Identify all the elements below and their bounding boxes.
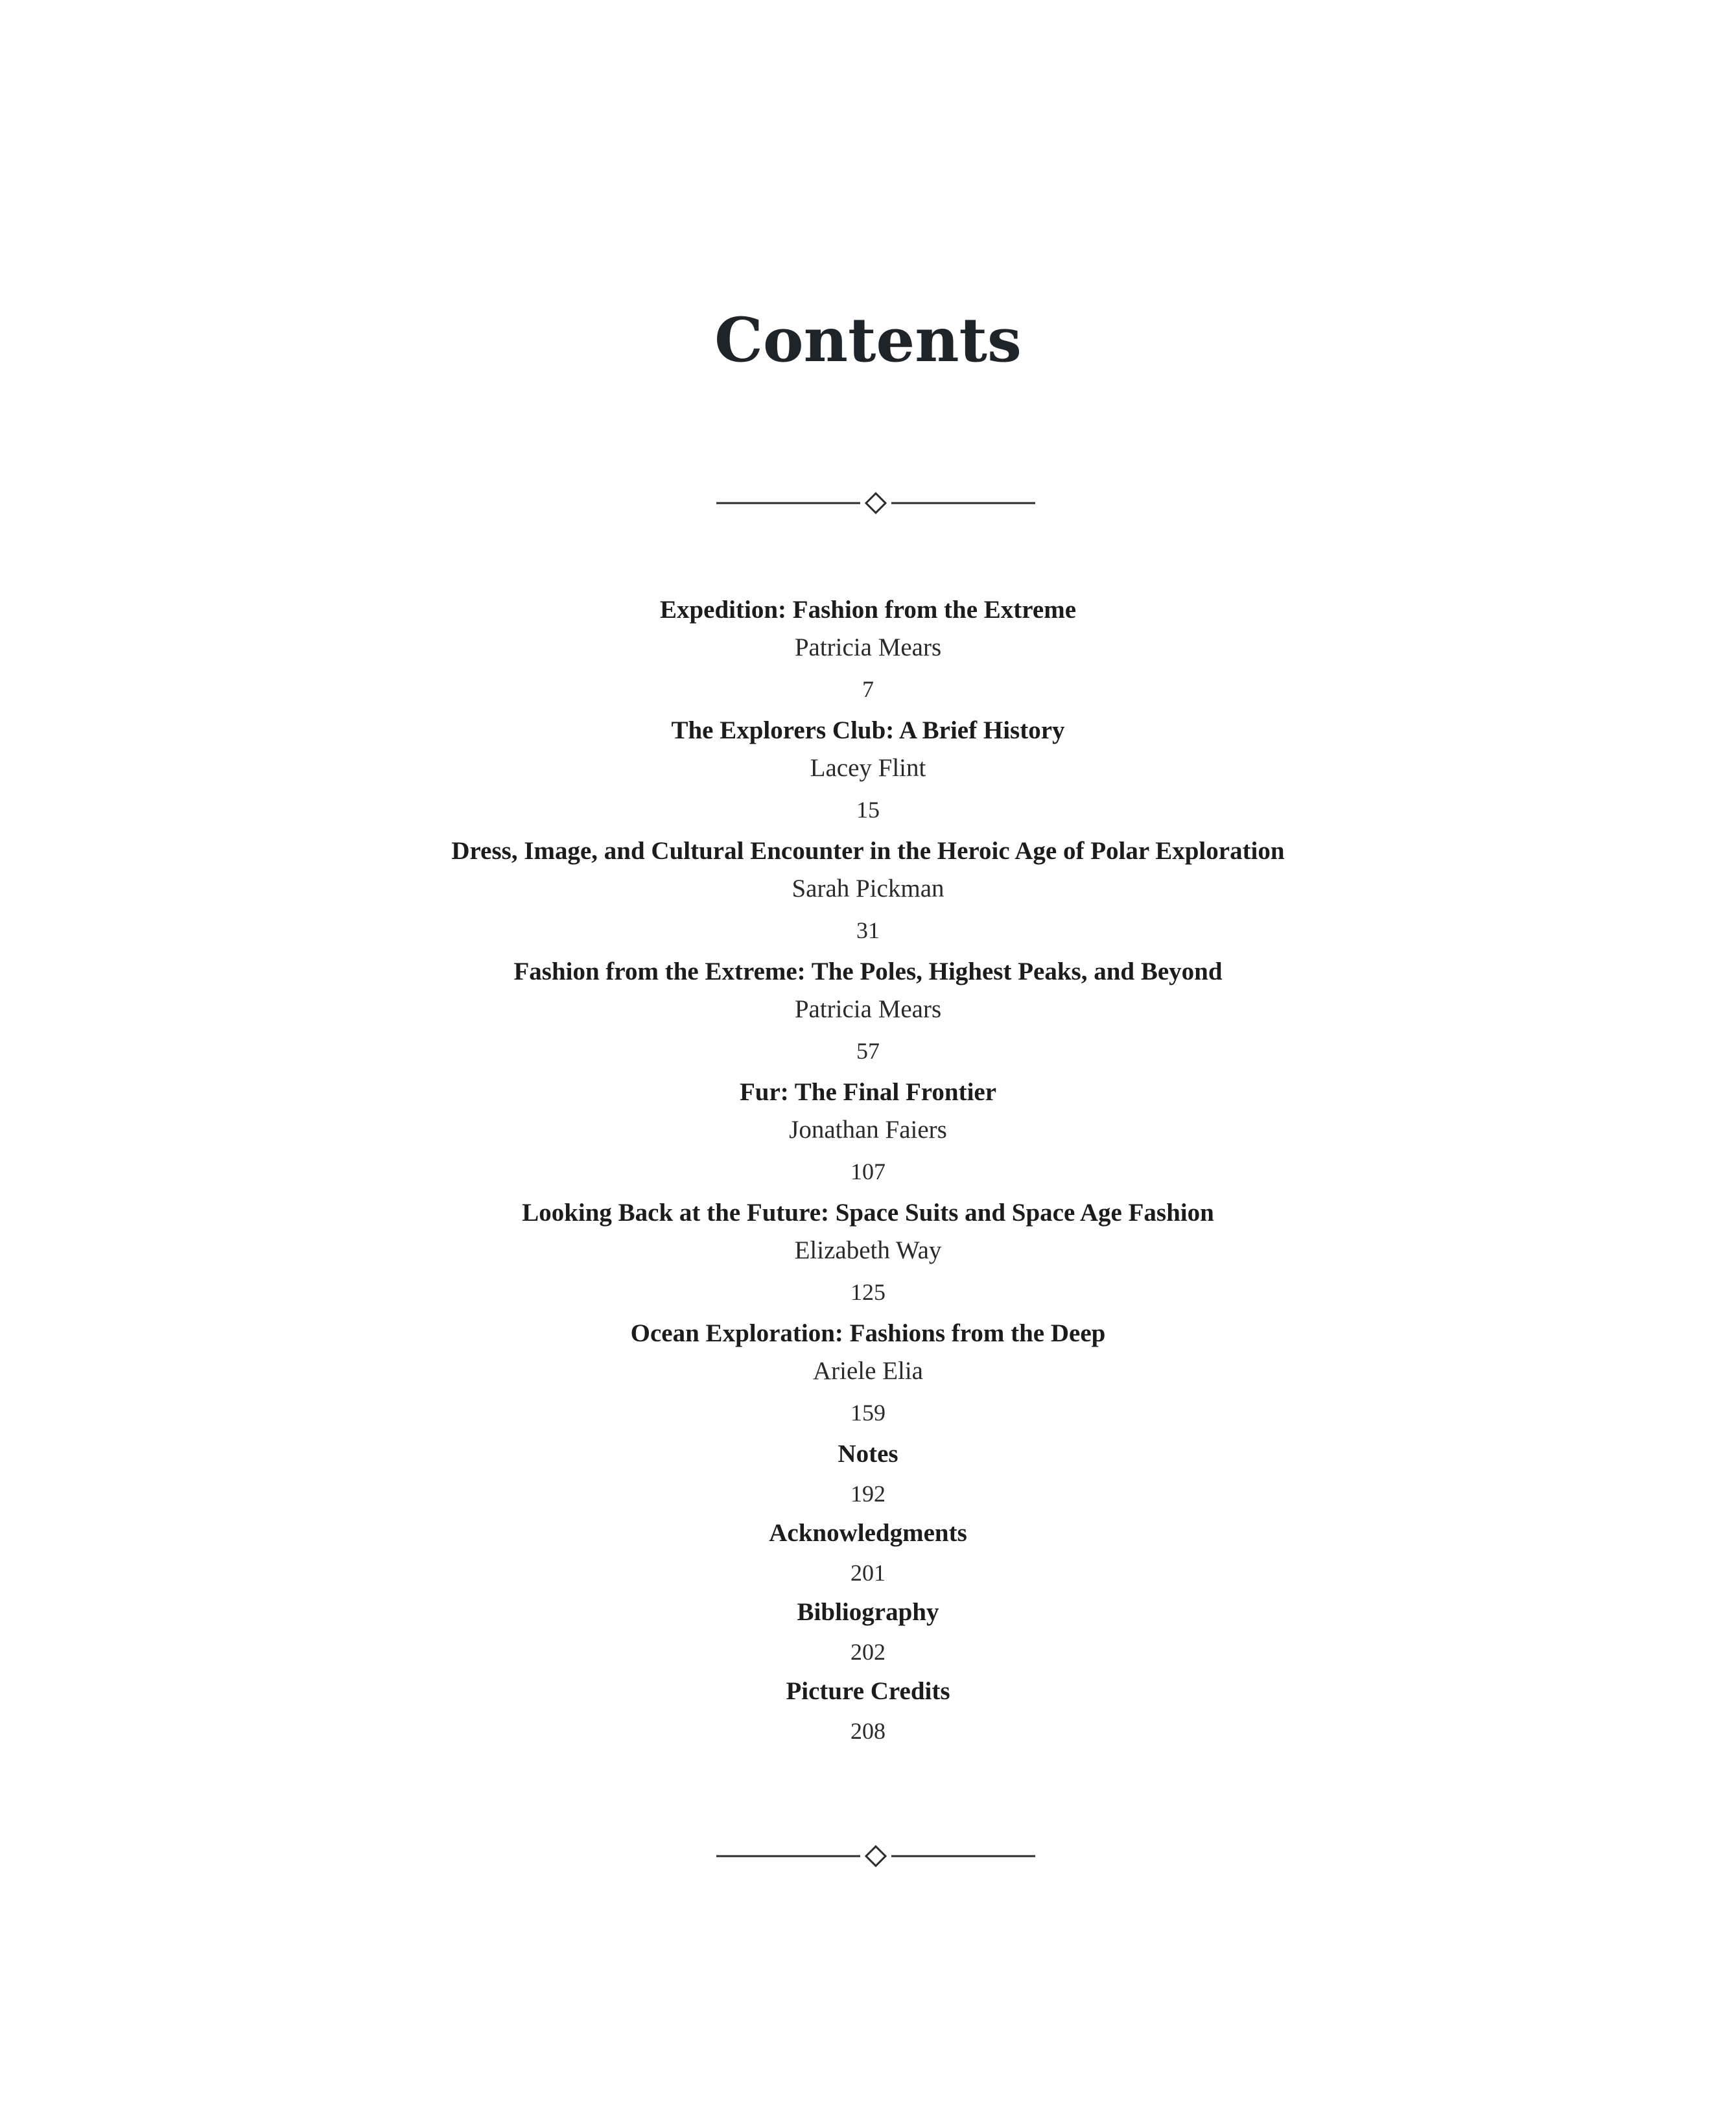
entry-title: Expedition: Fashion from the Extreme xyxy=(659,596,1077,624)
entry-title: Bibliography xyxy=(797,1598,939,1626)
toc-entry-expedition[interactable] xyxy=(0,591,1736,712)
entry-page-number: 202 xyxy=(850,1639,886,1665)
entry-page-number: 208 xyxy=(850,1718,886,1744)
entry-page-number: 7 xyxy=(862,676,874,702)
entry-title: The Explorers Club: A Brief History xyxy=(671,716,1065,744)
entry-author: Elizabeth Way xyxy=(794,1236,942,1264)
toc-entry-notes[interactable] xyxy=(0,1435,1736,1514)
diamond-rule-icon xyxy=(716,489,1035,517)
entry-title: Fashion from the Extreme: The Poles, Highest Peaks, and Beyond xyxy=(513,958,1223,985)
entry-title: Fur: The Final Frontier xyxy=(739,1078,997,1106)
toc-entry-space-suits[interactable] xyxy=(0,1194,1736,1315)
entry-title: Picture Credits xyxy=(786,1677,950,1705)
entry-title: Looking Back at the Future: Space Suits and Space Age Fashion xyxy=(522,1199,1214,1227)
entry-page-number: 107 xyxy=(850,1159,886,1184)
divider-ornament-top xyxy=(716,489,1035,517)
toc-entry-ocean-exploration[interactable] xyxy=(0,1315,1736,1435)
entry-author: Lacey Flint xyxy=(810,754,926,782)
entry-page-number: 57 xyxy=(856,1038,880,1064)
toc-entry-bibliography[interactable] xyxy=(0,1594,1736,1673)
page-title: Contents xyxy=(714,305,1022,376)
entry-page-number: 15 xyxy=(856,797,880,823)
entry-title: Ocean Exploration: Fashions from the Deep xyxy=(630,1319,1106,1347)
toc-entry-fur[interactable] xyxy=(0,1074,1736,1194)
toc-entry-explorers-club[interactable] xyxy=(0,712,1736,832)
toc-entry-picture-credits[interactable] xyxy=(0,1673,1736,1752)
entry-title: Dress, Image, and Cultural Encounter in the Heroic Age of Polar Exploration xyxy=(451,837,1285,865)
diamond-rule-icon xyxy=(716,1842,1035,1870)
entry-page-number: 159 xyxy=(850,1400,886,1426)
entry-title: Acknowledgments xyxy=(769,1519,967,1547)
table-of-contents xyxy=(0,591,1736,1752)
entry-author: Sarah Pickman xyxy=(792,875,944,902)
entry-page-number: 192 xyxy=(850,1481,886,1507)
entry-page-number: 31 xyxy=(856,917,880,943)
toc-entry-polar-exploration[interactable] xyxy=(0,832,1736,953)
entry-title: Notes xyxy=(838,1440,898,1468)
entry-author: Patricia Mears xyxy=(794,633,942,661)
toc-entry-poles-peaks[interactable] xyxy=(0,953,1736,1074)
entry-page-number: 125 xyxy=(850,1279,886,1305)
entry-page-number: 201 xyxy=(850,1560,886,1586)
entry-author: Patricia Mears xyxy=(794,995,942,1023)
entry-author: Jonathan Faiers xyxy=(789,1116,947,1144)
entry-author: Ariele Elia xyxy=(813,1357,923,1385)
toc-entry-acknowledgments[interactable] xyxy=(0,1514,1736,1594)
divider-ornament-bottom xyxy=(716,1842,1035,1870)
